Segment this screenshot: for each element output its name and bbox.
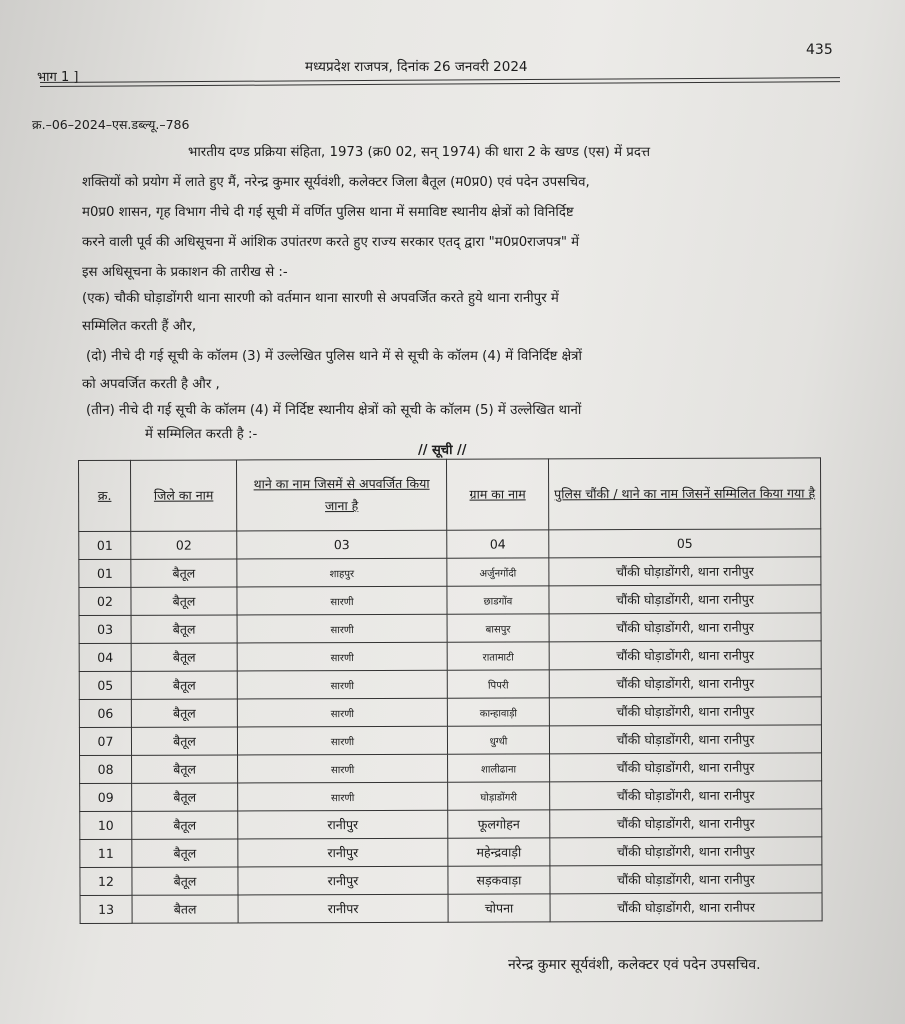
body-line: सम्मिलित करती हैं और, xyxy=(82,319,197,334)
header-excluded-station: थाने का नाम जिसमें से अपवर्जित किया जाना है xyxy=(237,459,447,531)
table-header-row xyxy=(79,458,821,532)
cell-village: पिपरी xyxy=(447,670,549,698)
table-row xyxy=(80,893,822,924)
cell-serial: 05 xyxy=(79,671,131,699)
cell-excluded-station: सारणी xyxy=(237,726,447,755)
cell-serial: 10 xyxy=(80,811,132,839)
gazette-title: मध्यप्रदेश राजपत्र, दिनांक 26 जनवरी 2024 xyxy=(305,59,528,75)
cell-excluded-station: सारणी xyxy=(238,754,448,783)
cell-village: अर्जुनगोंदी xyxy=(447,558,549,586)
cell-district: बैतूल xyxy=(132,839,238,867)
cell-included-station: चौंकी घोड़ाडोंगरी, थाना रानीपुर xyxy=(549,669,821,698)
cell-excluded-station: रानीपुर xyxy=(238,866,448,895)
cell-excluded-station: रानीपुर xyxy=(238,838,448,867)
cell-excluded-station: सारणी xyxy=(237,586,447,615)
cell-district: बैतूल xyxy=(132,811,238,839)
cell-serial: 04 xyxy=(79,643,131,671)
cell-serial: 06 xyxy=(79,699,131,727)
cell-district: बैतूल xyxy=(132,867,238,895)
schedule-table xyxy=(78,457,823,924)
cell-district: बैतूल xyxy=(131,699,237,727)
table-row xyxy=(80,865,822,896)
cell-village: महेन्द्रवाड़ी xyxy=(448,838,550,866)
cell-village: कान्हावाड़ी xyxy=(447,698,549,726)
cell-village: सड़कवाड़ा xyxy=(448,866,550,894)
col-number: 02 xyxy=(131,531,237,559)
cell-serial: 13 xyxy=(80,895,132,923)
body-line: इस अधिसूचना के प्रकाशन की तारीख से :- xyxy=(82,265,288,280)
cell-district: बैतूल xyxy=(131,559,237,587)
cell-excluded-station: सारणी xyxy=(237,698,447,727)
cell-district: बैतूल xyxy=(131,727,237,755)
signature: नरेन्द्र कुमार सूर्यवंशी, कलेक्टर एवं पदेन उपसचिव. xyxy=(508,957,761,973)
cell-district: बैतूल xyxy=(131,671,237,699)
cell-serial: 12 xyxy=(80,867,132,895)
body-line: को अपवर्जित करती है और , xyxy=(82,377,220,392)
cell-district: बैतूल xyxy=(132,783,238,811)
cell-village: रातामाटी xyxy=(447,642,549,670)
cell-included-station: चौंकी घोड़ाडोंगरी, थाना रानीपुर xyxy=(549,585,821,614)
cell-included-station: चौंकी घोड़ाडोंगरी, थाना रानीपुर xyxy=(549,613,821,642)
body-line: शक्तियों को प्रयोग में लाते हुए मैं, नरेन्द्र कुमार सूर्यवंशी, कलेक्टर जिला बैतूल (म0प्र0) एवं पदेन उपसचिव, xyxy=(82,175,590,190)
column-number-row xyxy=(79,529,821,560)
cell-excluded-station: सारणी xyxy=(237,642,447,671)
cell-district: बैतूल xyxy=(131,615,237,643)
cell-excluded-station: सारणी xyxy=(237,614,447,643)
cell-district: बैतूल xyxy=(132,755,238,783)
col-number: 03 xyxy=(237,530,447,559)
table-row xyxy=(80,809,822,840)
col-number: 04 xyxy=(447,530,549,558)
clause-three: (तीन) नीचे दी गई सूची के कॉलम (4) में निर्दिष्ट स्थानीय क्षेत्रों को सूची के कॉलम (5) में उल्लेखित थानों xyxy=(86,403,582,418)
cell-village: बासपुर xyxy=(447,614,549,642)
cell-serial: 07 xyxy=(79,727,131,755)
part-label: भाग 1 ] xyxy=(37,70,79,85)
body-line: करने वाली पूर्व की अधिसूचना में आंशिक उपांतरण करते हुए राज्य सरकार एतद् द्वारा "म0प्र0राजपत्र" में xyxy=(82,235,580,250)
cell-included-station: चौंकी घोड़ाडोंगरी, थाना रानीपुर xyxy=(549,641,821,670)
cell-district: बैतल xyxy=(132,895,238,923)
cell-included-station: चौंकी घोड़ाडोंगरी, थाना रानीपुर xyxy=(550,865,822,894)
page-number: 435 xyxy=(806,42,833,58)
list-title: // सूची // xyxy=(418,443,467,458)
cell-village: धुग्धी xyxy=(447,726,549,754)
cell-serial: 03 xyxy=(79,615,131,643)
clause-one: (एक) चौकी घोड़ाडोंगरी थाना सारणी को वर्तमान थाना सारणी से अपवर्जित करते हुये थाना रानीपुर में xyxy=(82,291,559,306)
cell-included-station: चौंकी घोड़ाडोंगरी, थाना रानीपुर xyxy=(549,557,821,586)
cell-serial: 11 xyxy=(80,839,132,867)
table-row xyxy=(80,753,822,784)
cell-excluded-station: रानीपर xyxy=(238,894,448,923)
cell-excluded-station: शाहपुर xyxy=(237,558,447,587)
table-row xyxy=(80,837,822,868)
cell-village: फूलगोहन xyxy=(448,810,550,838)
cell-village: घोड़ाडोंगरी xyxy=(448,782,550,810)
header-district: जिले का नाम xyxy=(131,460,237,531)
cell-serial: 02 xyxy=(79,587,131,615)
header-included-station: पुलिस चौंकी / थाने का नाम जिसनें सम्मिलित किया गया है xyxy=(548,458,820,530)
cell-village: छाडगोंव xyxy=(447,586,549,614)
body-line: म0प्र0 शासन, गृह विभाग नीचे दी गई सूची में वर्णित पुलिस थाना में समाविष्ट स्थानीय क्षेत्रों को विनिर्दिष्ट xyxy=(82,205,574,220)
cell-included-station: चौंकी घोड़ाडोंगरी, थाना रानीपर xyxy=(550,893,822,922)
table-row xyxy=(79,557,821,588)
table-row xyxy=(79,697,821,728)
cell-district: बैतूल xyxy=(131,643,237,671)
cell-included-station: चौंकी घोड़ाडोंगरी, थाना रानीपुर xyxy=(550,809,822,838)
clause-two: (दो) नीचे दी गई सूची के कॉलम (3) में उल्लेखित पुलिस थाने में से सूची के कॉलम (4) में विनिर्दिष्ट क्षेत्रों xyxy=(86,349,582,364)
table-row xyxy=(79,613,821,644)
cell-serial: 09 xyxy=(80,783,132,811)
body-line: में सम्मिलित करती है :- xyxy=(145,427,258,442)
cell-village: चोपना xyxy=(448,894,550,922)
cell-included-station: चौंकी घोड़ाडोंगरी, थाना रानीपुर xyxy=(550,753,822,782)
cell-district: बैतूल xyxy=(131,587,237,615)
header-serial: क्र. xyxy=(79,460,131,531)
body-line: भारतीय दण्ड प्रक्रिया संहिता, 1973 (क्र0 02, सन् 1974) की धारा 2 के खण्ड (एस) में प्रदत्त xyxy=(188,145,651,160)
cell-excluded-station: सारणी xyxy=(238,782,448,811)
col-number: 01 xyxy=(79,531,131,559)
cell-included-station: चौंकी घोड़ाडोंगरी, थाना रानीपुर xyxy=(550,781,822,810)
header-village: ग्राम का नाम xyxy=(446,459,548,530)
table-row xyxy=(79,585,821,616)
cell-excluded-station: सारणी xyxy=(237,670,447,699)
cell-included-station: चौंकी घोड़ाडोंगरी, थाना रानीपुर xyxy=(549,697,821,726)
col-number: 05 xyxy=(549,529,821,558)
table-row xyxy=(79,641,821,672)
reference-number: क्र.–06–2024–एस.डब्ल्यू.–786 xyxy=(32,117,190,132)
cell-included-station: चौंकी घोड़ाडोंगरी, थाना रानीपुर xyxy=(550,837,822,866)
cell-included-station: चौंकी घोड़ाडोंगरी, थाना रानीपुर xyxy=(549,725,821,754)
cell-serial: 08 xyxy=(80,755,132,783)
table-row xyxy=(79,669,821,700)
cell-village: शालीढाना xyxy=(448,754,550,782)
cell-serial: 01 xyxy=(79,559,131,587)
table-row xyxy=(79,725,821,756)
cell-excluded-station: रानीपुर xyxy=(238,810,448,839)
table-row xyxy=(80,781,822,812)
